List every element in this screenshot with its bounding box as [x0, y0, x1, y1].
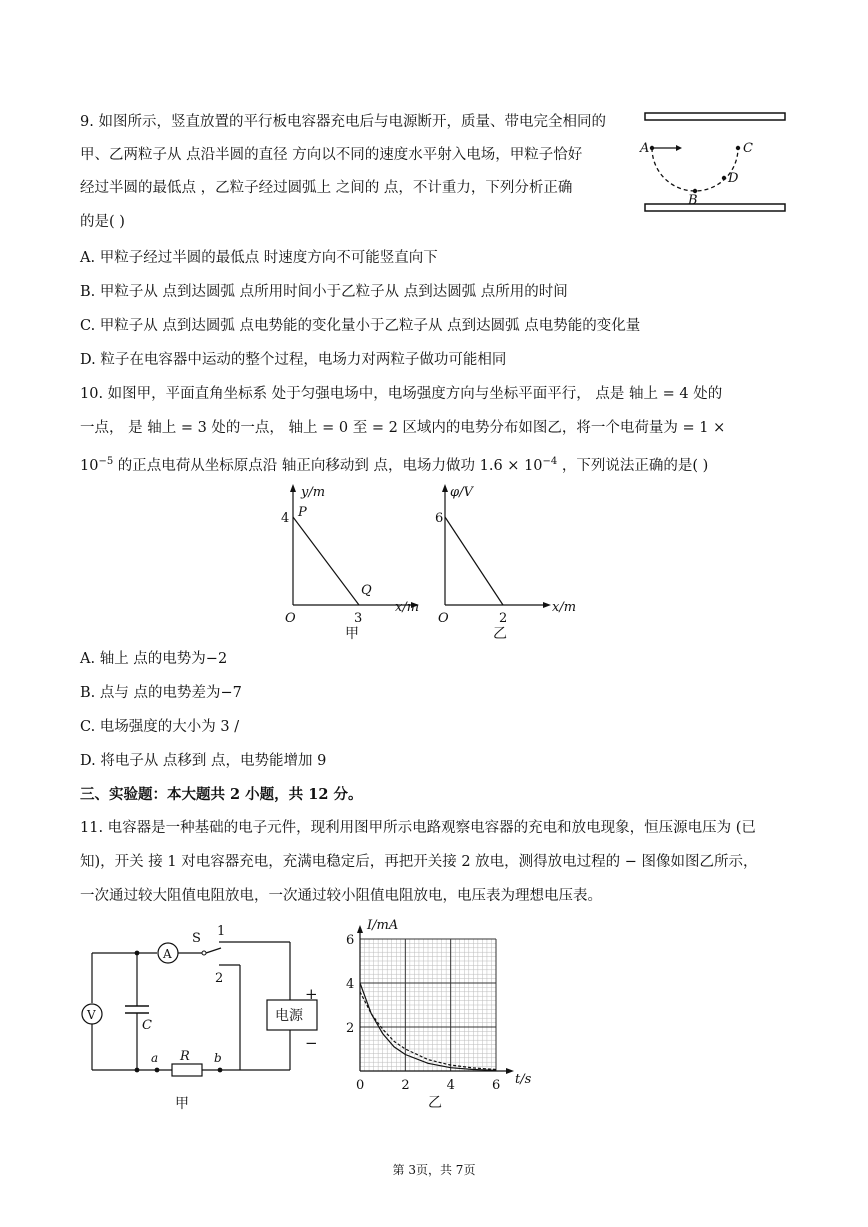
chart-ylabel: I/mA [367, 918, 399, 933]
q10-figure-yi [430, 480, 590, 640]
label-d: D [728, 171, 739, 186]
q9-line2: 甲、乙两粒子从 点沿半圆的直径 方向以不同的速度水平射入电场，甲粒子恰好 [80, 147, 583, 163]
svg-text:4: 4 [281, 511, 290, 526]
q9-line3: 经过半圆的最低点 ，乙粒子经过圆弧上 之间的 点，不计重力，下列分析正确 [80, 180, 573, 196]
q11-current-time-chart [335, 915, 535, 1115]
svg-text:−: − [305, 1034, 318, 1052]
q9-option-a: A. 甲粒子经过半圆的最低点 时速度方向不可能竖直向下 [80, 250, 438, 266]
switch-label: S [192, 931, 201, 946]
section-heading: 三、实验题：本大题共 2 小题，共 12 分。 [80, 786, 363, 803]
q9-option-d: D. 粒子在电容器中运动的整个过程，电场力对两粒子做功可能相同 [80, 352, 507, 368]
source-label: 电源 [275, 1008, 303, 1024]
svg-text:x/m: x/m [552, 600, 577, 615]
label-a: A [640, 141, 650, 156]
q11-line1: 11. 电容器是一种基础的电子元件，现利用图甲所示电路观察电容器的充电和放电现象，恒压源电压为 (已 [80, 820, 756, 836]
svg-text:y/m: y/m [301, 485, 326, 500]
q9-capacitor-figure [640, 110, 790, 215]
resistor-label: R [180, 1049, 190, 1064]
svg-text:乙: 乙 [428, 1095, 442, 1111]
svg-text:φ/V: φ/V [450, 485, 473, 500]
ammeter-label: A [163, 947, 172, 961]
q10-option-d: D. 将电子从 点移到 点，电势能增加 9 [80, 753, 327, 769]
svg-text:甲: 甲 [345, 626, 359, 642]
q10-option-c: C. 电场强度的大小为 3 / [80, 719, 240, 735]
q10-figure-jia [275, 480, 435, 640]
voltmeter-label: V [87, 1008, 96, 1022]
svg-text:6: 6 [435, 511, 444, 526]
x-tick-label: 2 [401, 1078, 410, 1093]
switch-pos2: 2 [215, 971, 224, 986]
svg-text:甲: 甲 [175, 1096, 189, 1112]
q10-line2: 一点， 是 轴上 = 3 处的一点， 轴上 = 0 至 = 2 区域内的电势分布如图乙，将一个电荷量为 = 1 × [80, 420, 726, 436]
svg-text:2: 2 [499, 611, 508, 626]
switch-pos1: 1 [217, 924, 226, 939]
q9-option-c: C. 甲粒子从 点到达圆弧 点电势能的变化量小于乙粒子从 点到达圆弧 点电势能的变化量 [80, 318, 641, 334]
q11-line2: 知)，开关 接 1 对电容器充电，充满电稳定后，再把开关接 2 放电，测得放电过程的 − 图像如图乙所示， [80, 854, 758, 870]
q10-line3: $10^{-5}$ 的正点电荷从坐标原点沿 轴正向移动到 点，电场力做功 $1.6 \times 10^{-4}$ ，下列说法正确的是( ) [80, 456, 709, 474]
svg-text:x/m: x/m [395, 600, 420, 615]
svg-text:+: + [305, 985, 318, 1003]
q9-line4: 的是( ) [80, 214, 125, 230]
q10-line1: 10. 如图甲，平面直角坐标系 处于匀强电场中，电场强度方向与坐标平面平行， 点是 轴上 = 4 处的 [80, 386, 723, 402]
node-b-label: b [214, 1051, 222, 1065]
chart-xlabel: t/s [515, 1072, 532, 1087]
svg-text:O: O [438, 611, 449, 626]
svg-text:乙: 乙 [493, 626, 507, 642]
q9-line1: 9. 如图所示，竖直放置的平行板电容器充电后与电源断开，质量、带电完全相同的 [80, 114, 606, 130]
svg-text:3: 3 [354, 611, 363, 626]
q10-option-b: B. 点与 点的电势差为−7 [80, 685, 242, 701]
q11-circuit-diagram [75, 920, 335, 1115]
x-tick-label: 4 [446, 1078, 455, 1093]
y-tick-label: 4 [346, 977, 355, 992]
x-tick-label: 0 [356, 1078, 365, 1093]
q9-option-b: B. 甲粒子从 点到达圆弧 点所用时间小于乙粒子从 点到达圆弧 点所用的时间 [80, 284, 568, 300]
q10-option-a: A. 轴上 点的电势为−2 [80, 651, 228, 667]
svg-text:P: P [298, 505, 307, 520]
capacitor-label: C [142, 1018, 152, 1033]
y-tick-label: 6 [346, 933, 355, 948]
svg-text:Q: Q [361, 583, 372, 598]
page-footer: 第 3页，共 7页 [392, 1163, 476, 1177]
svg-text:O: O [285, 611, 296, 626]
label-b: B [688, 193, 698, 208]
y-tick-label: 2 [346, 1021, 355, 1036]
label-c: C [743, 141, 753, 156]
x-tick-label: 6 [492, 1078, 501, 1093]
node-a-label: a [151, 1051, 159, 1065]
q11-line3: 一次通过较大阻值电阻放电，一次通过较小阻值电阻放电，电压表为理想电压表。 [80, 888, 602, 904]
